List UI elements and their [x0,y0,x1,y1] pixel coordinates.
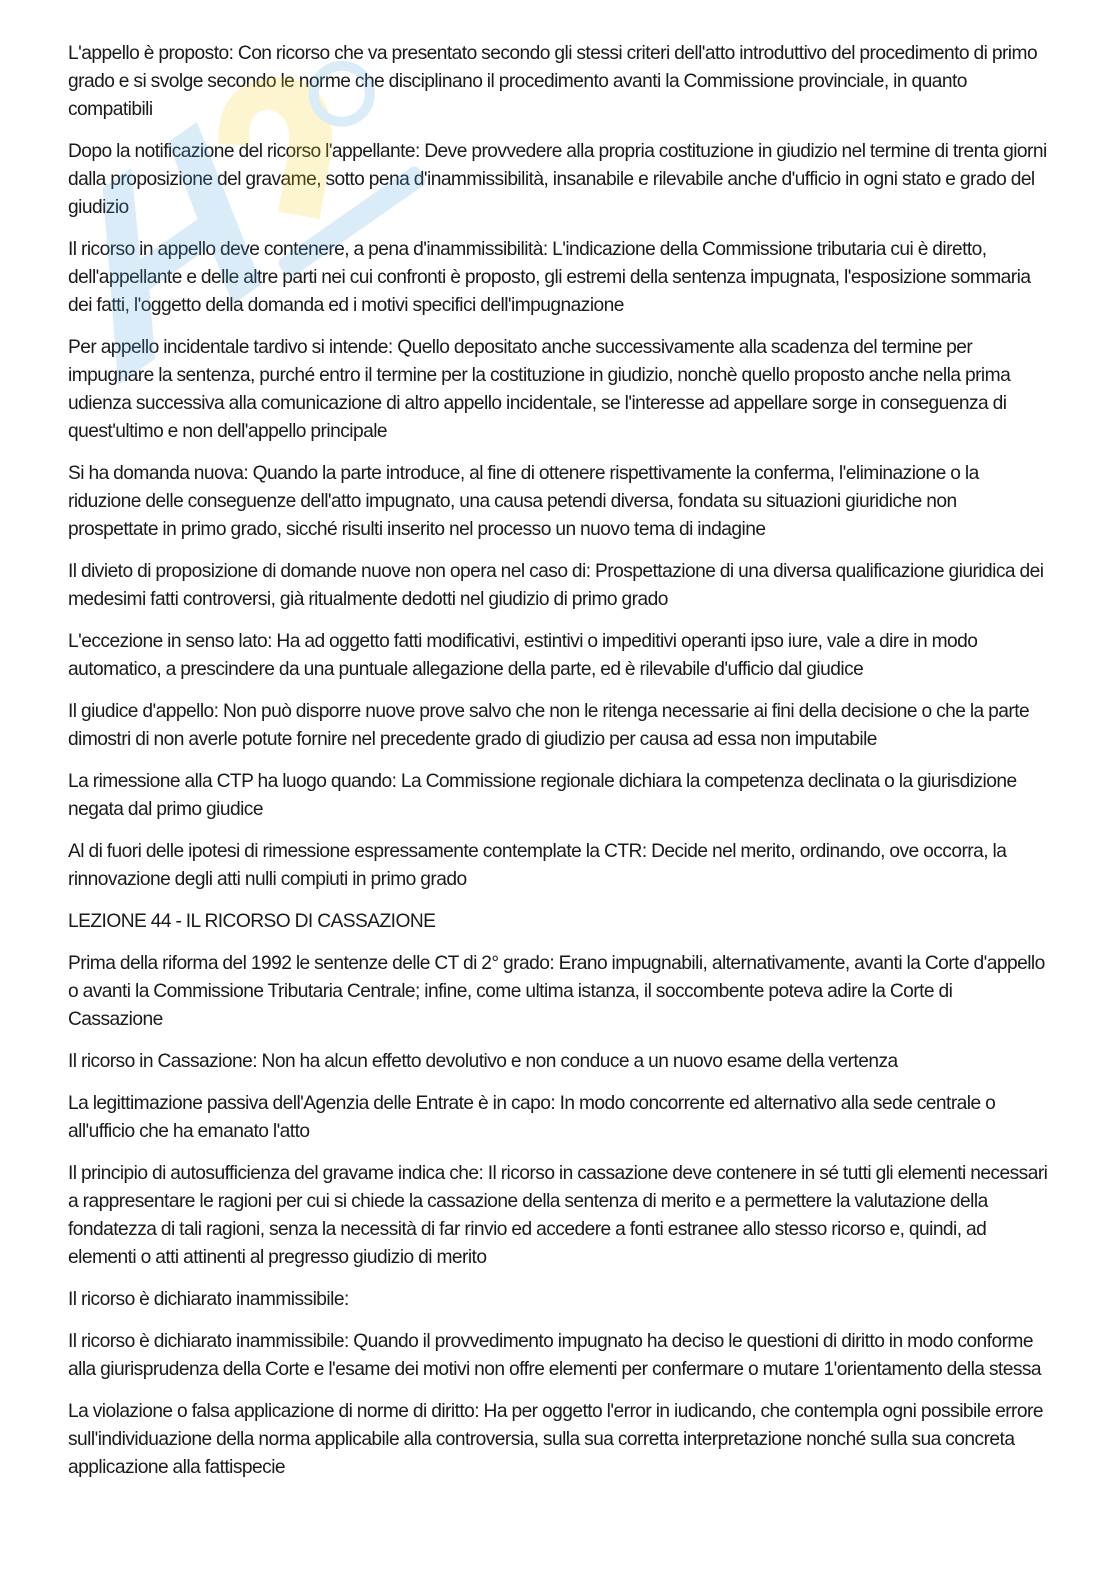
section-heading: LEZIONE 44 - IL RICORSO DI CASSAZIONE [68,911,436,932]
paragraph: Si ha domanda nuova: Quando la parte introduce, al fine di ottenere rispettivamente la conferma, l'eliminazione o la riduzione delle conseguenze dell'atto impugnato, una causa petendi diversa, fondata su situazioni giuridiche non prospettate in primo grado, sicché risulti inserito nel processo un nuovo tema di indagine [68,463,979,540]
paragraph: Il ricorso è dichiarato inammissibile: [68,1289,349,1310]
paragraph: Il ricorso è dichiarato inammissibile: Quando il provvedimento impugnato ha deciso le questioni di diritto in modo conforme alla giurisprudenza della Corte e l'esame dei motivi non offre elementi per confermare o mutare 1'orientamento della stessa [68,1331,1042,1380]
paragraph: La violazione o falsa applicazione di norme di diritto: Ha per oggetto l'error in iudicando, che contempla ogni possibile errore sull'individuazione della norma applicabile alla controversia, sulla sua corretta interpretazione nonché sulla sua concreta applicazione alla fattispecie [68,1401,1043,1478]
paragraph: Il ricorso in Cassazione: Non ha alcun effetto devolutivo e non conduce a un nuovo esame della vertenza [68,1051,898,1072]
paragraph: Dopo la notificazione del ricorso l'appellante: Deve provvedere alla propria costituzione in giudizio nel termine di trenta giorni dalla proposizione del gravame, sotto pena d'inammissibilità, insanabile e rilevabile anche d'ufficio in ogni stato e grado del giudizio [68,141,1047,218]
paragraph: Il divieto di proposizione di domande nuove non opera nel caso di: Prospettazione di una diversa qualificazione giuridica dei medesimi fatti controversi, già ritualmente dedotti nel giudizio di primo grado [68,561,1044,610]
paragraph: La legittimazione passiva dell'Agenzia delle Entrate è in capo: In modo concorrente ed alternativo alla sede centrale o all'ufficio che ha emanato l'atto [68,1093,996,1142]
paragraph: Al di fuori delle ipotesi di rimessione espressamente contemplate la CTR: Decide nel merito, ordinando, ove occorra, la rinnovazione degli atti nulli compiuti in primo grado [68,841,1007,890]
paragraph: Prima della riforma del 1992 le sentenze delle CT di 2° grado: Erano impugnabili, alternativamente, avanti la Corte d'appello o avanti la Commissione Tributaria Centrale; infine, come ultima istanza, il soccombente poteva adire la Corte di Cassazione [68,953,1045,1030]
paragraph: Il giudice d'appello: Non può disporre nuove prove salvo che non le ritenga necessarie ai fini della decisione o che la parte dimostri di non averle potute fornire nel precedente grado di giudizio per causa ad essa non imputabile [68,701,1030,750]
paragraph: La rimessione alla CTP ha luogo quando: La Commissione regionale dichiara la competenza declinata o la giurisdizione negata dal primo giudice [68,771,1017,820]
paragraph: L'appello è proposto: Con ricorso che va presentato secondo gli stessi criteri dell'atto introduttivo del procedimento di primo grado e si svolge secondo le norme che disciplinano il procedimento avanti la Commissione provinciale, in quanto compatibili [68,43,1038,120]
paragraph: Il principio di autosufficienza del gravame indica che: Il ricorso in cassazione deve contenere in sé tutti gli elementi necessari a rappresentare le ragioni per cui si chiede la cassazione della sentenza di merito e a permettere la valutazione della fondatezza di tali ragioni, senza la necessità di far rinvio ed accedere a fonti estranee allo stesso ricorso e, quindi, ad elementi o atti attinenti al pregresso giudizio di merito [68,1163,1048,1268]
paragraph: Per appello incidentale tardivo si intende: Quello depositato anche successivamente alla scadenza del termine per impugnare la sentenza, purché entro il termine per la costituzione in giudizio, nonchè quello proposto anche nella prima udienza successiva alla comunicazione di altro appello incidentale, se l'interesse ad appellare sorge in conseguenza di quest'ultimo e non dell'appello principale [68,337,1011,442]
paragraph: Il ricorso in appello deve contenere, a pena d'inammissibilità: L'indicazione della Commissione tributaria cui è diretto, dell'appellante e delle altre parti nei cui confronti è proposto, gli estremi della sentenza impugnata, l'esposizione sommaria dei fatti, l'oggetto della domanda ed i motivi specifici dell'impugnazione [68,239,1031,316]
paragraph: L'eccezione in senso lato: Ha ad oggetto fatti modificativi, estintivi o impeditivi operanti ipso iure, vale a dire in modo automatico, a prescindere da una puntuale allegazione della parte, ed è rilevabile d'ufficio dal giudice [68,631,978,680]
